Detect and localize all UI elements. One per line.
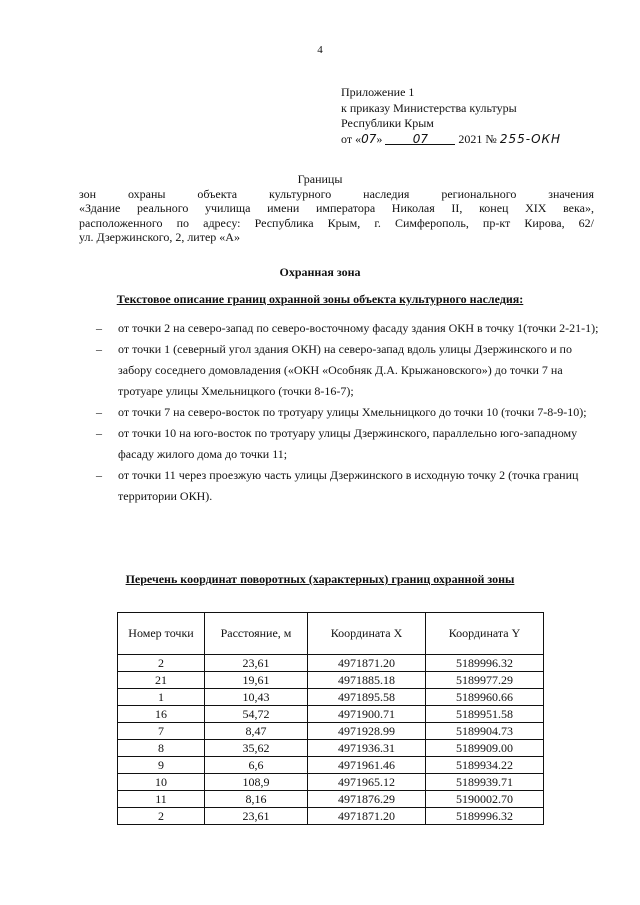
cell-x: 4971936.31 <box>308 740 426 757</box>
zone-heading: Охранная зона <box>279 265 361 279</box>
cell-point: 1 <box>118 689 205 706</box>
cell-point: 10 <box>118 774 205 791</box>
cell-distance: 35,62 <box>205 740 308 757</box>
column-header-distance: Расстояние, м <box>205 613 308 655</box>
list-item-text: от точки 10 на юго-восток по тротуару улицы Дзержинского, параллельно юго-западному фасаду жилого дома до точки 11; <box>118 426 578 461</box>
page-number: 4 <box>317 44 323 56</box>
cell-y: 5189960.66 <box>426 689 544 706</box>
document-title: Границы <box>297 172 343 186</box>
cell-y: 5189904.73 <box>426 723 544 740</box>
cell-x: 4971900.71 <box>308 706 426 723</box>
cell-distance: 10,43 <box>205 689 308 706</box>
list-item-text: от точки 1 (северный угол здания ОКН) на северо-запад вдоль улицы Дзержинского и по забору соседнего домовладения («ОКН «Особняк Д.А. Крыжановского») до точки 7 на тротуаре улицы Хмельницкого (точки 8-16-7); <box>118 342 572 398</box>
cell-point: 8 <box>118 740 205 757</box>
date-year: 2021 № <box>458 131 497 146</box>
table-row <box>118 706 544 723</box>
appendix-line-3: Республики Крым <box>341 116 434 130</box>
table-row <box>118 689 544 706</box>
description-heading: Текстовое описание границ охранной зоны объекта культурного наследия: <box>116 292 524 306</box>
cell-point: 9 <box>118 757 205 774</box>
date-mid: » <box>376 131 383 146</box>
appendix-line-1: Приложение 1 <box>341 85 415 99</box>
cell-x: 4971961.46 <box>308 757 426 774</box>
cell-x: 4971895.58 <box>308 689 426 706</box>
cell-distance: 108,9 <box>205 774 308 791</box>
cell-distance: 23,61 <box>205 808 308 825</box>
cell-y: 5189909.00 <box>426 740 544 757</box>
coordinates-table <box>117 612 544 825</box>
list-item-text: от точки 7 на северо-восток по тротуару улицы Хмельницкого до точки 10 (точки 7-8-9-10); <box>118 405 587 419</box>
cell-distance: 54,72 <box>205 706 308 723</box>
cell-distance: 6,6 <box>205 757 308 774</box>
list-item-text: от точки 11 через проезжую часть улицы Дзержинского в исходную точку 2 (точка границ территории ОКН). <box>118 468 579 503</box>
table-row <box>118 791 544 808</box>
cell-y: 5189951.58 <box>426 706 544 723</box>
order-number: 255-ОКН <box>499 131 562 146</box>
cell-distance: 8,47 <box>205 723 308 740</box>
appendix-block <box>341 85 561 147</box>
cell-y: 5189977.29 <box>426 672 544 689</box>
cell-point: 2 <box>118 655 205 672</box>
column-header-point: Номер точки <box>118 613 205 655</box>
list-item: – от точки 7 на северо-восток по тротуару улицы Хмельницкого до точки 10 (точки 7-8-9-10); <box>96 405 587 419</box>
date-day: 07 <box>361 131 377 146</box>
cell-x: 4971871.20 <box>308 808 426 825</box>
date-prefix: от « <box>341 131 362 146</box>
list-item: – от точки 1 (северный угол здания ОКН) на северо-запад вдоль улицы Дзержинского и по забору соседнего домовладения («ОКН «Особняк Д.А. Крыжановского») до точки 7 на тротуаре улицы Хмельницкого (точки 8-16-7); <box>96 342 572 398</box>
table-row <box>118 774 544 791</box>
list-item: – от точки 10 на юго-восток по тротуару улицы Дзержинского, параллельно юго-западному фасаду жилого дома до точки 11; <box>96 426 578 461</box>
appendix-line-2: к приказу Министерства культуры <box>341 100 517 115</box>
table-row <box>118 740 544 757</box>
table-row <box>118 723 544 740</box>
coordinates-heading: Перечень координат поворотных (характерных) границ охранной зоны <box>125 572 515 586</box>
cell-x: 4971928.99 <box>308 723 426 740</box>
table-row <box>118 672 544 689</box>
cell-y: 5189934.22 <box>426 757 544 774</box>
table-row <box>118 655 544 672</box>
list-item: – от точки 2 на северо-запад по северо-восточному фасаду здания ОКН в точку 1(точки 2-21-1); <box>96 321 599 335</box>
column-header-y: Координата Y <box>426 613 544 655</box>
table-header-row <box>118 613 544 655</box>
cell-y: 5190002.70 <box>426 791 544 808</box>
date-month: 07 <box>412 131 429 146</box>
cell-point: 21 <box>118 672 205 689</box>
list-item-text: от точки 2 на северо-запад по северо-восточному фасаду здания ОКН в точку 1(точки 2-21-1); <box>118 321 599 335</box>
cell-point: 11 <box>118 791 205 808</box>
cell-point: 16 <box>118 706 205 723</box>
cell-point: 7 <box>118 723 205 740</box>
table-row <box>118 757 544 774</box>
cell-y: 5189996.32 <box>426 655 544 672</box>
boundary-description-list <box>96 318 606 507</box>
cell-x: 4971871.20 <box>308 655 426 672</box>
table-row <box>118 808 544 825</box>
cell-x: 4971885.18 <box>308 672 426 689</box>
column-header-x: Координата X <box>308 613 426 655</box>
cell-distance: 23,61 <box>205 655 308 672</box>
document-subtitle <box>79 187 594 244</box>
cell-distance: 19,61 <box>205 672 308 689</box>
cell-distance: 8,16 <box>205 791 308 808</box>
subtitle-line-2: «Здание реального училища имени императора Николая II, конец XIX века», <box>79 201 594 216</box>
cell-x: 4971876.29 <box>308 791 426 808</box>
date-month-field <box>385 132 455 145</box>
appendix-date-line <box>341 132 561 148</box>
subtitle-line-3: расположенного по адресу: Республика Крым, г. Симферополь, пр-кт Кирова, 62/ <box>79 215 594 230</box>
list-item: – от точки 11 через проезжую часть улицы Дзержинского в исходную точку 2 (точка границ территории ОКН). <box>96 468 579 503</box>
subtitle-line-1: зон охраны объекта культурного наследия регионального значения <box>79 187 594 201</box>
cell-y: 5189939.71 <box>426 774 544 791</box>
subtitle-line-4: ул. Дзержинского, 2, литер «А» <box>79 229 240 244</box>
cell-x: 4971965.12 <box>308 774 426 791</box>
cell-point: 2 <box>118 808 205 825</box>
cell-y: 5189996.32 <box>426 808 544 825</box>
